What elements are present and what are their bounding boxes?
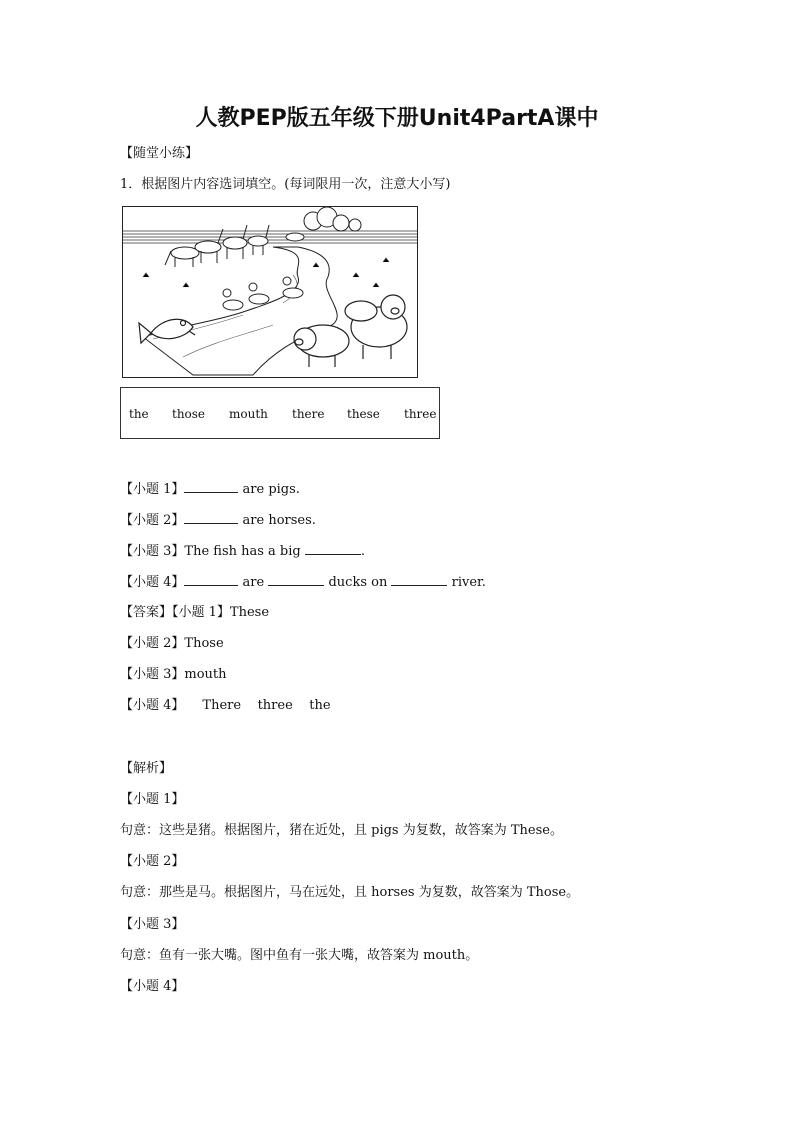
- word-bank-item: those: [172, 407, 206, 421]
- word-bank-item: there: [292, 407, 325, 421]
- sub-question-2: [120, 511, 316, 530]
- answer-text: Those: [184, 636, 224, 651]
- sub-question-text: ducks on: [324, 575, 392, 590]
- answer-blank[interactable]: [184, 573, 238, 586]
- sub-question-4: [120, 573, 486, 592]
- sub-question-text: .: [360, 544, 366, 559]
- answer-text: There three the: [202, 698, 331, 713]
- word-bank-item: three: [404, 407, 437, 421]
- sub-question-1: [120, 480, 300, 499]
- page-title: 人教PEP版五年级下册Unit4PartA课中: [195, 106, 599, 131]
- answer-label: 【小题 3】: [120, 667, 185, 682]
- answer-line-4: [120, 697, 331, 715]
- analysis-heading: 【解析】: [120, 761, 173, 776]
- word-bank: [120, 387, 440, 439]
- analysis-text: 句意：鱼有一张大嘴。图中鱼有一张大嘴，故答案为 mouth。: [120, 948, 479, 963]
- analysis-text: 句意：这些是猪。根据图片，猪在近处，且 pigs 为复数，故答案为 These。: [120, 823, 563, 838]
- answer-heading: 【答案】: [120, 605, 173, 620]
- sub-question-label: 【小题 3】: [120, 544, 185, 559]
- sub-question-text: are horses.: [238, 513, 316, 528]
- word-bank-item: the: [129, 407, 149, 421]
- answer-line-3: [120, 666, 227, 684]
- answer-text: These: [229, 605, 270, 620]
- farm-illustration: [122, 206, 418, 378]
- answer-text: mouth: [184, 667, 227, 682]
- sub-question-label: 【小题 2】: [120, 513, 185, 528]
- sub-question-label: 【小题 4】: [120, 575, 185, 590]
- analysis-label: 【小题 3】: [120, 917, 185, 932]
- sub-question-text: river.: [447, 575, 486, 590]
- analysis-label: 【小题 4】: [120, 979, 185, 994]
- question-prompt: 1．根据图片内容选词填空。(每词限用一次，注意大小写): [120, 177, 451, 192]
- answer-blank[interactable]: [184, 480, 238, 493]
- answer-label: 【小题 1】: [172, 605, 230, 620]
- sub-question-text: are pigs.: [238, 482, 300, 497]
- analysis-label: 【小题 2】: [120, 854, 185, 869]
- answer-label: 【小题 2】: [120, 636, 185, 651]
- sub-question-3: [120, 542, 365, 561]
- word-bank-item: mouth: [229, 407, 268, 421]
- answer-line-1: [120, 604, 269, 622]
- sub-question-text: are: [238, 575, 269, 590]
- answer-blank[interactable]: [305, 542, 361, 555]
- answer-blank[interactable]: [184, 511, 238, 524]
- farm-scene-drawing: [123, 207, 417, 377]
- answer-blank[interactable]: [268, 573, 324, 586]
- answer-blank[interactable]: [391, 573, 447, 586]
- section-label: 【随堂小练】: [120, 146, 199, 161]
- sub-question-text: The fish has a big: [184, 544, 305, 559]
- answer-label: 【小题 4】: [120, 698, 185, 713]
- answer-line-2: [120, 635, 224, 653]
- analysis-text: 句意：那些是马。根据图片，马在远处，且 horses 为复数，故答案为 Those。: [120, 885, 580, 900]
- sub-question-label: 【小题 1】: [120, 482, 185, 497]
- word-bank-item: these: [347, 407, 380, 421]
- analysis-label: 【小题 1】: [120, 792, 185, 807]
